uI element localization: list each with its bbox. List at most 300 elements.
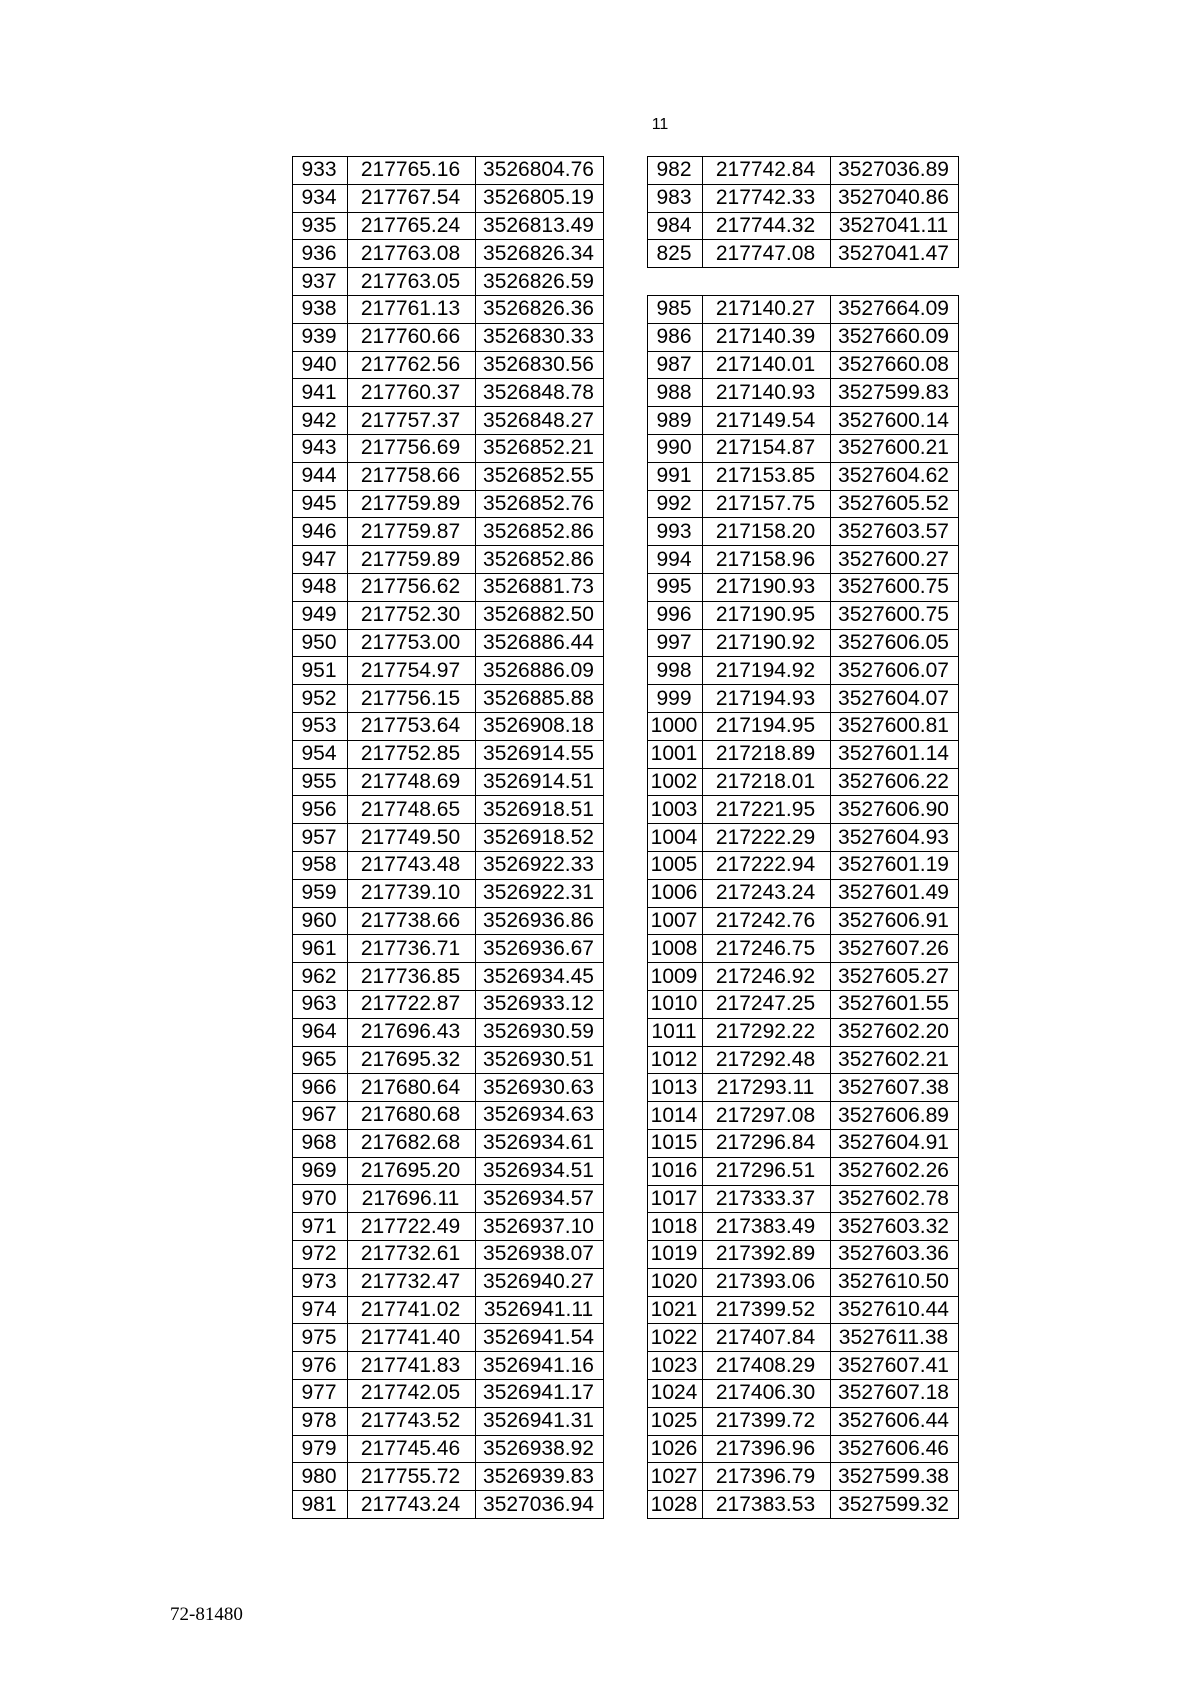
x-coordinate-cell: 217747.08 <box>703 240 831 268</box>
x-coordinate-cell: 217752.30 <box>348 601 476 629</box>
x-coordinate-cell: 217743.48 <box>348 851 476 879</box>
table-row <box>648 1435 959 1463</box>
point-number-cell: 993 <box>648 518 703 546</box>
table-row <box>293 1046 604 1074</box>
x-coordinate-cell: 217739.10 <box>348 879 476 907</box>
table-row <box>648 907 959 935</box>
y-coordinate-cell: 3527040.86 <box>831 184 959 212</box>
point-number-cell: 1008 <box>648 935 703 963</box>
y-coordinate-cell: 3526885.88 <box>476 685 604 713</box>
table-row <box>293 1268 604 1296</box>
table-row <box>293 1463 604 1491</box>
y-coordinate-cell: 3526934.57 <box>476 1185 604 1213</box>
table-row <box>293 157 604 185</box>
point-number-cell: 992 <box>648 490 703 518</box>
footer-document-code: 72-81480 <box>170 1604 243 1625</box>
x-coordinate-cell: 217392.89 <box>703 1241 831 1269</box>
point-number-cell: 977 <box>293 1380 348 1408</box>
point-number-cell: 999 <box>648 685 703 713</box>
table-row <box>648 1463 959 1491</box>
y-coordinate-cell: 3527603.36 <box>831 1241 959 1269</box>
x-coordinate-cell: 217242.76 <box>703 907 831 935</box>
x-coordinate-cell: 217767.54 <box>348 184 476 212</box>
table-row <box>648 1296 959 1324</box>
y-coordinate-cell: 3527660.08 <box>831 351 959 379</box>
point-number-cell: 954 <box>293 740 348 768</box>
x-coordinate-cell: 217742.33 <box>703 184 831 212</box>
table-row <box>648 1407 959 1435</box>
table-row <box>648 1241 959 1269</box>
x-coordinate-cell: 217149.54 <box>703 407 831 435</box>
x-coordinate-cell: 217741.40 <box>348 1324 476 1352</box>
table-row <box>293 240 604 268</box>
point-number-cell: 952 <box>293 685 348 713</box>
coordinates-table-right-top <box>647 156 959 268</box>
y-coordinate-cell: 3526826.34 <box>476 240 604 268</box>
table-row <box>648 157 959 185</box>
y-coordinate-cell: 3527602.21 <box>831 1046 959 1074</box>
y-coordinate-cell: 3527036.94 <box>476 1491 604 1519</box>
table-row <box>648 518 959 546</box>
point-number-cell: 974 <box>293 1296 348 1324</box>
x-coordinate-cell: 217140.01 <box>703 351 831 379</box>
y-coordinate-cell: 3526914.55 <box>476 740 604 768</box>
y-coordinate-cell: 3527603.57 <box>831 518 959 546</box>
table-row <box>293 184 604 212</box>
x-coordinate-cell: 217140.93 <box>703 379 831 407</box>
y-coordinate-cell: 3527604.91 <box>831 1129 959 1157</box>
point-number-cell: 1023 <box>648 1352 703 1380</box>
coordinates-table-left <box>292 156 604 1519</box>
x-coordinate-cell: 217765.16 <box>348 157 476 185</box>
point-number-cell: 955 <box>293 768 348 796</box>
y-coordinate-cell: 3526930.51 <box>476 1046 604 1074</box>
x-coordinate-cell: 217218.89 <box>703 740 831 768</box>
y-coordinate-cell: 3526813.49 <box>476 212 604 240</box>
point-number-cell: 947 <box>293 546 348 574</box>
x-coordinate-cell: 217760.37 <box>348 379 476 407</box>
y-coordinate-cell: 3526936.67 <box>476 935 604 963</box>
point-number-cell: 1005 <box>648 851 703 879</box>
table-row <box>293 768 604 796</box>
table-row <box>648 1185 959 1213</box>
table-row <box>293 685 604 713</box>
x-coordinate-cell: 217194.95 <box>703 712 831 740</box>
y-coordinate-cell: 3527606.89 <box>831 1102 959 1130</box>
y-coordinate-cell: 3527606.07 <box>831 657 959 685</box>
x-coordinate-cell: 217393.06 <box>703 1268 831 1296</box>
table-row <box>293 1185 604 1213</box>
point-number-cell: 948 <box>293 573 348 601</box>
point-number-cell: 937 <box>293 268 348 296</box>
y-coordinate-cell: 3527599.83 <box>831 379 959 407</box>
y-coordinate-cell: 3527602.20 <box>831 1018 959 1046</box>
x-coordinate-cell: 217741.02 <box>348 1296 476 1324</box>
y-coordinate-cell: 3526934.61 <box>476 1129 604 1157</box>
point-number-cell: 987 <box>648 351 703 379</box>
y-coordinate-cell: 3526852.55 <box>476 462 604 490</box>
x-coordinate-cell: 217680.68 <box>348 1102 476 1130</box>
table-row <box>648 490 959 518</box>
x-coordinate-cell: 217190.95 <box>703 601 831 629</box>
y-coordinate-cell: 3527602.26 <box>831 1157 959 1185</box>
x-coordinate-cell: 217194.92 <box>703 657 831 685</box>
y-coordinate-cell: 3526908.18 <box>476 712 604 740</box>
y-coordinate-cell: 3526933.12 <box>476 990 604 1018</box>
y-coordinate-cell: 3527610.50 <box>831 1268 959 1296</box>
y-coordinate-cell: 3526922.33 <box>476 851 604 879</box>
table-row <box>293 712 604 740</box>
point-number-cell: 944 <box>293 462 348 490</box>
y-coordinate-cell: 3526830.33 <box>476 323 604 351</box>
x-coordinate-cell: 217218.01 <box>703 768 831 796</box>
table-row <box>293 1018 604 1046</box>
y-coordinate-cell: 3526886.44 <box>476 629 604 657</box>
point-number-cell: 1019 <box>648 1241 703 1269</box>
table-row <box>293 851 604 879</box>
y-coordinate-cell: 3527606.91 <box>831 907 959 935</box>
table-row <box>293 379 604 407</box>
x-coordinate-cell: 217333.37 <box>703 1185 831 1213</box>
point-number-cell: 959 <box>293 879 348 907</box>
x-coordinate-cell: 217157.75 <box>703 490 831 518</box>
table-row <box>648 296 959 324</box>
table-row <box>293 740 604 768</box>
y-coordinate-cell: 3527606.44 <box>831 1407 959 1435</box>
point-number-cell: 1002 <box>648 768 703 796</box>
point-number-cell: 991 <box>648 462 703 490</box>
y-coordinate-cell: 3527600.27 <box>831 546 959 574</box>
x-coordinate-cell: 217743.24 <box>348 1491 476 1519</box>
table-row <box>648 212 959 240</box>
table-row <box>648 1213 959 1241</box>
point-number-cell: 951 <box>293 657 348 685</box>
x-coordinate-cell: 217753.64 <box>348 712 476 740</box>
x-coordinate-cell: 217396.96 <box>703 1435 831 1463</box>
table-row <box>648 935 959 963</box>
y-coordinate-cell: 3527602.78 <box>831 1185 959 1213</box>
x-coordinate-cell: 217293.11 <box>703 1074 831 1102</box>
table-row <box>648 851 959 879</box>
y-coordinate-cell: 3527604.07 <box>831 685 959 713</box>
table-row <box>293 1491 604 1519</box>
point-number-cell: 1011 <box>648 1018 703 1046</box>
point-number-cell: 939 <box>293 323 348 351</box>
y-coordinate-cell: 3526852.76 <box>476 490 604 518</box>
y-coordinate-cell: 3526848.78 <box>476 379 604 407</box>
y-coordinate-cell: 3526940.27 <box>476 1268 604 1296</box>
y-coordinate-cell: 3527600.75 <box>831 601 959 629</box>
y-coordinate-cell: 3526936.86 <box>476 907 604 935</box>
y-coordinate-cell: 3527600.21 <box>831 434 959 462</box>
x-coordinate-cell: 217752.85 <box>348 740 476 768</box>
point-number-cell: 970 <box>293 1185 348 1213</box>
y-coordinate-cell: 3527600.81 <box>831 712 959 740</box>
point-number-cell: 964 <box>293 1018 348 1046</box>
table-row <box>293 1213 604 1241</box>
y-coordinate-cell: 3526934.45 <box>476 963 604 991</box>
x-coordinate-cell: 217744.32 <box>703 212 831 240</box>
table-row <box>648 184 959 212</box>
point-number-cell: 1025 <box>648 1407 703 1435</box>
y-coordinate-cell: 3527606.22 <box>831 768 959 796</box>
point-number-cell: 982 <box>648 157 703 185</box>
x-coordinate-cell: 217759.89 <box>348 546 476 574</box>
table-row <box>293 1324 604 1352</box>
y-coordinate-cell: 3527606.05 <box>831 629 959 657</box>
y-coordinate-cell: 3526934.51 <box>476 1157 604 1185</box>
x-coordinate-cell: 217695.32 <box>348 1046 476 1074</box>
x-coordinate-cell: 217696.43 <box>348 1018 476 1046</box>
y-coordinate-cell: 3527607.18 <box>831 1380 959 1408</box>
y-coordinate-cell: 3527604.62 <box>831 462 959 490</box>
point-number-cell: 975 <box>293 1324 348 1352</box>
x-coordinate-cell: 217247.25 <box>703 990 831 1018</box>
point-number-cell: 994 <box>648 546 703 574</box>
table-row <box>648 1074 959 1102</box>
x-coordinate-cell: 217297.08 <box>703 1102 831 1130</box>
table-row <box>648 601 959 629</box>
table-row <box>293 1241 604 1269</box>
x-coordinate-cell: 217732.47 <box>348 1268 476 1296</box>
point-number-cell: 998 <box>648 657 703 685</box>
x-coordinate-cell: 217154.87 <box>703 434 831 462</box>
page-number: 11 <box>651 116 669 133</box>
x-coordinate-cell: 217158.96 <box>703 546 831 574</box>
point-number-cell: 968 <box>293 1129 348 1157</box>
point-number-cell: 957 <box>293 824 348 852</box>
table-row <box>293 1157 604 1185</box>
y-coordinate-cell: 3526938.07 <box>476 1241 604 1269</box>
table-row <box>293 1435 604 1463</box>
y-coordinate-cell: 3527601.49 <box>831 879 959 907</box>
y-coordinate-cell: 3526930.59 <box>476 1018 604 1046</box>
x-coordinate-cell: 217755.72 <box>348 1463 476 1491</box>
point-number-cell: 1012 <box>648 1046 703 1074</box>
point-number-cell: 940 <box>293 351 348 379</box>
table-row <box>648 1102 959 1130</box>
x-coordinate-cell: 217741.83 <box>348 1352 476 1380</box>
table-row <box>293 629 604 657</box>
x-coordinate-cell: 217140.39 <box>703 323 831 351</box>
y-coordinate-cell: 3527041.47 <box>831 240 959 268</box>
y-coordinate-cell: 3527601.19 <box>831 851 959 879</box>
y-coordinate-cell: 3527606.90 <box>831 796 959 824</box>
x-coordinate-cell: 217408.29 <box>703 1352 831 1380</box>
y-coordinate-cell: 3527599.38 <box>831 1463 959 1491</box>
table-row <box>648 1268 959 1296</box>
x-coordinate-cell: 217153.85 <box>703 462 831 490</box>
y-coordinate-cell: 3526934.63 <box>476 1102 604 1130</box>
point-number-cell: 946 <box>293 518 348 546</box>
x-coordinate-cell: 217759.87 <box>348 518 476 546</box>
table-row <box>648 1046 959 1074</box>
table-row <box>293 295 604 323</box>
y-coordinate-cell: 3526914.51 <box>476 768 604 796</box>
table-row <box>648 1129 959 1157</box>
table-row <box>648 796 959 824</box>
point-number-cell: 953 <box>293 712 348 740</box>
y-coordinate-cell: 3527604.93 <box>831 824 959 852</box>
point-number-cell: 1020 <box>648 1268 703 1296</box>
y-coordinate-cell: 3527606.46 <box>831 1435 959 1463</box>
table-row <box>293 907 604 935</box>
x-coordinate-cell: 217695.20 <box>348 1157 476 1185</box>
table-row <box>293 990 604 1018</box>
point-number-cell: 1006 <box>648 879 703 907</box>
point-number-cell: 986 <box>648 323 703 351</box>
y-coordinate-cell: 3527607.26 <box>831 935 959 963</box>
x-coordinate-cell: 217736.85 <box>348 963 476 991</box>
table-row <box>293 1352 604 1380</box>
table-row <box>648 824 959 852</box>
x-coordinate-cell: 217748.69 <box>348 768 476 796</box>
point-number-cell: 933 <box>293 157 348 185</box>
table-row <box>648 1157 959 1185</box>
y-coordinate-cell: 3526830.56 <box>476 351 604 379</box>
table-row <box>293 963 604 991</box>
x-coordinate-cell: 217221.95 <box>703 796 831 824</box>
x-coordinate-cell: 217158.20 <box>703 518 831 546</box>
x-coordinate-cell: 217745.46 <box>348 1435 476 1463</box>
x-coordinate-cell: 217749.50 <box>348 824 476 852</box>
point-number-cell: 945 <box>293 490 348 518</box>
x-coordinate-cell: 217396.79 <box>703 1463 831 1491</box>
table-row <box>293 824 604 852</box>
table-row <box>293 268 604 296</box>
x-coordinate-cell: 217722.49 <box>348 1213 476 1241</box>
point-number-cell: 1014 <box>648 1102 703 1130</box>
table-row <box>648 712 959 740</box>
y-coordinate-cell: 3527036.89 <box>831 157 959 185</box>
table-row <box>648 1491 959 1519</box>
point-number-cell: 979 <box>293 1435 348 1463</box>
y-coordinate-cell: 3526941.17 <box>476 1380 604 1408</box>
x-coordinate-cell: 217292.22 <box>703 1018 831 1046</box>
y-coordinate-cell: 3527605.27 <box>831 963 959 991</box>
table-row <box>293 1074 604 1102</box>
y-coordinate-cell: 3526922.31 <box>476 879 604 907</box>
x-coordinate-cell: 217762.56 <box>348 351 476 379</box>
x-coordinate-cell: 217222.94 <box>703 851 831 879</box>
y-coordinate-cell: 3526939.83 <box>476 1463 604 1491</box>
y-coordinate-cell: 3526848.27 <box>476 407 604 435</box>
table-row <box>293 796 604 824</box>
table-row <box>293 573 604 601</box>
y-coordinate-cell: 3526941.16 <box>476 1352 604 1380</box>
y-coordinate-cell: 3527664.09 <box>831 296 959 324</box>
point-number-cell: 978 <box>293 1407 348 1435</box>
x-coordinate-cell: 217246.92 <box>703 963 831 991</box>
point-number-cell: 958 <box>293 851 348 879</box>
table-row <box>293 462 604 490</box>
table-row <box>293 490 604 518</box>
table-row <box>648 1352 959 1380</box>
x-coordinate-cell: 217383.49 <box>703 1213 831 1241</box>
table-row <box>648 768 959 796</box>
table-row <box>648 407 959 435</box>
point-number-cell: 984 <box>648 212 703 240</box>
point-number-cell: 969 <box>293 1157 348 1185</box>
table-row <box>648 1380 959 1408</box>
table-row <box>293 351 604 379</box>
x-coordinate-cell: 217732.61 <box>348 1241 476 1269</box>
table-row <box>293 935 604 963</box>
x-coordinate-cell: 217399.52 <box>703 1296 831 1324</box>
y-coordinate-cell: 3526918.52 <box>476 824 604 852</box>
point-number-cell: 971 <box>293 1213 348 1241</box>
x-coordinate-cell: 217742.05 <box>348 1380 476 1408</box>
y-coordinate-cell: 3526941.54 <box>476 1324 604 1352</box>
x-coordinate-cell: 217743.52 <box>348 1407 476 1435</box>
y-coordinate-cell: 3526804.76 <box>476 157 604 185</box>
y-coordinate-cell: 3526938.92 <box>476 1435 604 1463</box>
point-number-cell: 1024 <box>648 1380 703 1408</box>
point-number-cell: 1015 <box>648 1129 703 1157</box>
point-number-cell: 1000 <box>648 712 703 740</box>
point-number-cell: 988 <box>648 379 703 407</box>
x-coordinate-cell: 217760.66 <box>348 323 476 351</box>
point-number-cell: 943 <box>293 434 348 462</box>
table-row <box>293 1296 604 1324</box>
point-number-cell: 1007 <box>648 907 703 935</box>
y-coordinate-cell: 3527601.14 <box>831 740 959 768</box>
x-coordinate-cell: 217748.65 <box>348 796 476 824</box>
x-coordinate-cell: 217194.93 <box>703 685 831 713</box>
point-number-cell: 1028 <box>648 1491 703 1519</box>
x-coordinate-cell: 217406.30 <box>703 1380 831 1408</box>
point-number-cell: 941 <box>293 379 348 407</box>
table-row <box>648 879 959 907</box>
y-coordinate-cell: 3527601.55 <box>831 990 959 1018</box>
y-coordinate-cell: 3527610.44 <box>831 1296 959 1324</box>
y-coordinate-cell: 3526826.36 <box>476 295 604 323</box>
point-number-cell: 989 <box>648 407 703 435</box>
point-number-cell: 1013 <box>648 1074 703 1102</box>
y-coordinate-cell: 3527600.14 <box>831 407 959 435</box>
y-coordinate-cell: 3527605.52 <box>831 490 959 518</box>
point-number-cell: 1003 <box>648 796 703 824</box>
table-row <box>293 407 604 435</box>
table-row <box>648 1018 959 1046</box>
y-coordinate-cell: 3526881.73 <box>476 573 604 601</box>
y-coordinate-cell: 3527041.11 <box>831 212 959 240</box>
x-coordinate-cell: 217742.84 <box>703 157 831 185</box>
point-number-cell: 990 <box>648 434 703 462</box>
x-coordinate-cell: 217292.48 <box>703 1046 831 1074</box>
table-row <box>293 1129 604 1157</box>
y-coordinate-cell: 3527607.41 <box>831 1352 959 1380</box>
table-row <box>648 351 959 379</box>
point-number-cell: 1001 <box>648 740 703 768</box>
table-row <box>648 240 959 268</box>
x-coordinate-cell: 217682.68 <box>348 1129 476 1157</box>
y-coordinate-cell: 3526941.11 <box>476 1296 604 1324</box>
table-row <box>648 379 959 407</box>
table-row <box>648 990 959 1018</box>
y-coordinate-cell: 3526941.31 <box>476 1407 604 1435</box>
y-coordinate-cell: 3526882.50 <box>476 601 604 629</box>
y-coordinate-cell: 3526852.86 <box>476 518 604 546</box>
table-row <box>293 657 604 685</box>
x-coordinate-cell: 217761.13 <box>348 295 476 323</box>
table-row <box>293 879 604 907</box>
x-coordinate-cell: 217296.51 <box>703 1157 831 1185</box>
point-number-cell: 950 <box>293 629 348 657</box>
table-row <box>648 963 959 991</box>
table-row <box>648 323 959 351</box>
x-coordinate-cell: 217757.37 <box>348 407 476 435</box>
